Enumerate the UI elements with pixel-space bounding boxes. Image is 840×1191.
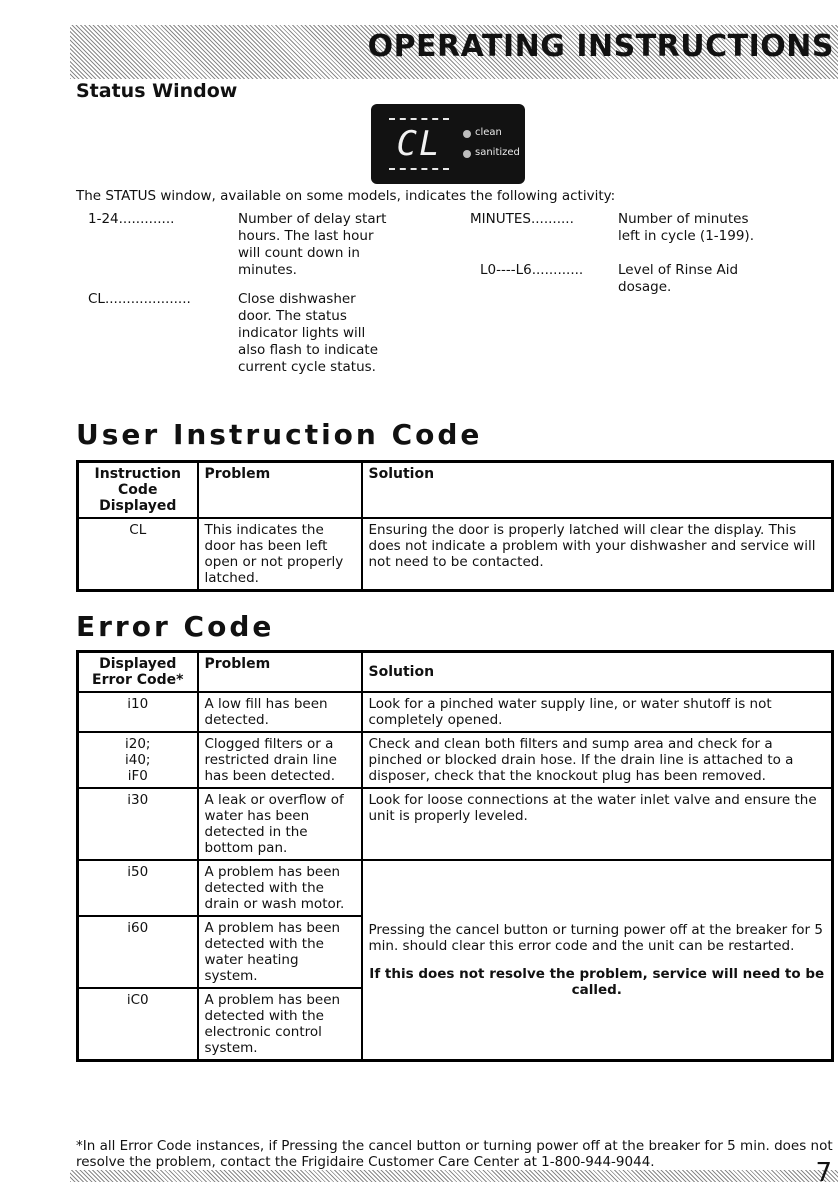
user-instruction-heading: User Instruction Code bbox=[76, 418, 483, 451]
status-display-illustration bbox=[371, 104, 525, 184]
column-header: Solution bbox=[362, 462, 833, 519]
desc-line: Level of Rinse Aid bbox=[618, 262, 739, 278]
error-code-heading: Error Code bbox=[76, 610, 275, 643]
table-row bbox=[78, 732, 833, 788]
desc-line: door. The status bbox=[238, 308, 347, 324]
merged-solution-text: Pressing the cancel button or turning power off at the breaker for 5 min. should clear this error code and the unit can be restarted. bbox=[368, 922, 823, 954]
desc-line: dosage. bbox=[618, 279, 672, 295]
problem-cell: A problem has been detected with the electronic control system. bbox=[198, 988, 362, 1061]
solution-cell: Look for loose connections at the water inlet valve and ensure the unit is properly leveled. bbox=[362, 788, 833, 860]
column-header: Problem bbox=[198, 462, 362, 519]
sanitized-indicator-icon bbox=[463, 150, 471, 158]
desc-line: Number of delay start bbox=[238, 211, 387, 227]
column-header: Displayed Error Code* bbox=[78, 652, 198, 693]
column-header: Instruction Code Displayed bbox=[78, 462, 198, 519]
desc-line: Close dishwasher bbox=[238, 291, 356, 307]
desc-line: left in cycle (1-199). bbox=[618, 228, 754, 244]
clean-indicator-icon bbox=[463, 130, 471, 138]
problem-cell: A problem has been detected with the water heating system. bbox=[198, 916, 362, 988]
status-description bbox=[618, 211, 754, 245]
status-description bbox=[238, 211, 386, 279]
sanitized-indicator-label: sanitized bbox=[475, 147, 520, 158]
solution-cell: Look for a pinched water supply line, or water shutoff is not completely opened. bbox=[362, 692, 833, 732]
page-number: 7 bbox=[815, 1158, 832, 1188]
desc-line: will count down in bbox=[238, 245, 360, 261]
desc-line: current cycle status. bbox=[238, 359, 376, 375]
problem-cell: This indicates the door has been left open or not properly latched. bbox=[198, 518, 362, 591]
code-cell: i60 bbox=[78, 916, 198, 988]
footer-strip bbox=[70, 1158, 838, 1188]
desc-line: also flash to indicate bbox=[238, 342, 379, 358]
desc-line: hours. The last hour bbox=[238, 228, 374, 244]
status-description bbox=[618, 262, 738, 296]
status-code: MINUTES.......... bbox=[470, 211, 574, 227]
status-intro: The STATUS window, available on some models, indicates the following activity: bbox=[76, 188, 616, 204]
column-header: Solution bbox=[362, 652, 833, 693]
problem-cell: A leak or overflow of water has been detected in the bottom pan. bbox=[198, 788, 362, 860]
error-code-table bbox=[76, 650, 834, 1062]
status-code: CL.................... bbox=[88, 291, 191, 307]
status-window-heading: Status Window bbox=[76, 80, 238, 102]
lcd-readout: CL bbox=[381, 114, 457, 174]
desc-line: minutes. bbox=[238, 262, 297, 278]
table-row bbox=[78, 692, 833, 732]
solution-cell: Check and clean both filters and sump area and check for a pinched or blocked drain hose. If the drain line is attached to a disposer, check that the knockout plug has been removed. bbox=[362, 732, 833, 788]
footnote: *In all Error Code instances, if Pressing the cancel button or turning power off at the breaker for 5 min. does not resolve the problem, contact the Frigidaire Customer Care Center at 1-800-944-9044. bbox=[76, 1138, 833, 1170]
table-header-row bbox=[78, 652, 833, 693]
merged-solution-warning: If this does not resolve the problem, service will need to be called. bbox=[369, 966, 825, 998]
problem-cell: A problem has been detected with the drain or wash motor. bbox=[198, 860, 362, 916]
table-row bbox=[78, 860, 833, 916]
status-code: 1-24............. bbox=[88, 211, 175, 227]
user-instruction-table bbox=[76, 460, 834, 592]
table-row bbox=[78, 518, 833, 591]
code-cell: i20; i40; iF0 bbox=[78, 732, 198, 788]
desc-line: Number of minutes bbox=[618, 211, 749, 227]
header-banner bbox=[70, 25, 838, 79]
status-code: L0----L6............ bbox=[480, 262, 584, 278]
desc-line: indicator lights will bbox=[238, 325, 366, 341]
code-cell: i50 bbox=[78, 860, 198, 916]
problem-cell: A low fill has been detected. bbox=[198, 692, 362, 732]
solution-cell: Ensuring the door is properly latched will clear the display. This does not indicate a problem with your dishwasher and service will not need to be contacted. bbox=[362, 518, 833, 591]
table-header-row bbox=[78, 462, 833, 519]
page-header-title: OPERATING INSTRUCTIONS bbox=[367, 29, 834, 64]
merged-solution-cell bbox=[362, 860, 833, 1061]
table-row bbox=[78, 788, 833, 860]
code-cell: CL bbox=[78, 518, 198, 591]
problem-cell: Clogged filters or a restricted drain line has been detected. bbox=[198, 732, 362, 788]
column-header: Problem bbox=[198, 652, 362, 693]
status-description bbox=[238, 291, 378, 376]
code-cell: i30 bbox=[78, 788, 198, 860]
clean-indicator-label: clean bbox=[475, 127, 502, 138]
code-cell: iC0 bbox=[78, 988, 198, 1061]
code-cell: i10 bbox=[78, 692, 198, 732]
